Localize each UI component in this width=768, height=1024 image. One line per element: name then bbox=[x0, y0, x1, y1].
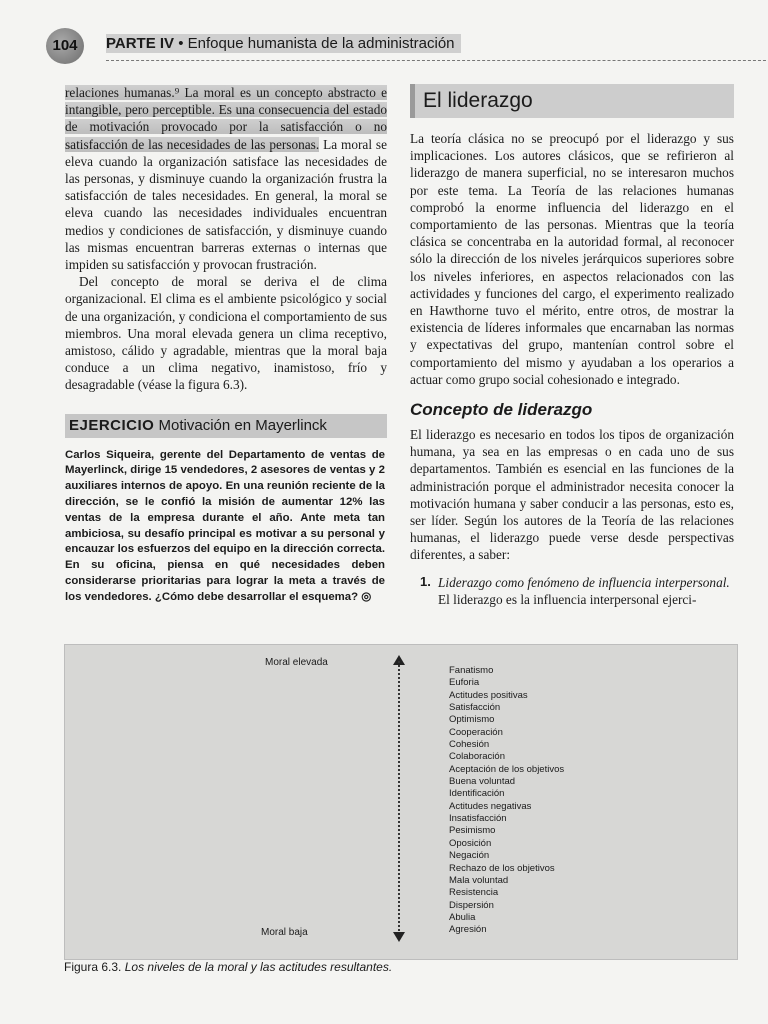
attitude-item: Euforia bbox=[449, 677, 480, 689]
page-header bbox=[46, 28, 736, 68]
exercise-header bbox=[65, 414, 387, 438]
attitude-item: Cohesión bbox=[449, 739, 490, 751]
left-paragraph-1-rest: La moral se eleva cuando la organización satisface las necesidades de las personas, y disminuye cuando la organización frustra la satisfacción de tales necesidades. En general, la moral se eleva cuando las necesidades individuales encuentran medios y condiciones de satisfacción, y disminuye cuando las mismas encuentran barreras externas o internas que impiden su satisfacción y provocan frustración. bbox=[65, 136, 387, 273]
subheading: Concepto de liderazgo bbox=[410, 400, 593, 420]
header-rule bbox=[106, 60, 768, 61]
label-low-morale: Moral baja bbox=[261, 927, 308, 938]
attitude-item: Negación bbox=[449, 850, 490, 862]
exercise-body: Carlos Siqueira, gerente del Departamento de ventas de Mayerlinck, dirige 15 vendedores, 2 asesores de ventas y 2 auxiliares internos de apoyo. En una reunión reciente de la dirección, se le confió la misión de aumentar 12% las ventas de la empresa durante el año. Ante meta tan ambiciosa, su desafío principal es motivar a su personal y encauzar los esfuerzos del equipo en la dirección correcta. En su oficina, piensa en qué necesidades deben considerarse prioritarias para lograr la meta a través de los vendedores. ¿Cómo debe desarrollar el esquema? ◎ bbox=[65, 448, 385, 603]
list-item-title: Liderazgo como fenómeno de influencia interpersonal. bbox=[438, 574, 730, 590]
attitude-item: Rechazo de los objetivos bbox=[449, 862, 555, 874]
label-high-morale: Moral elevada bbox=[265, 657, 328, 668]
section-title: El liderazgo bbox=[410, 84, 734, 118]
attitude-item: Mala voluntad bbox=[449, 874, 509, 886]
morale-axis bbox=[398, 661, 400, 939]
attitude-item: Buena voluntad bbox=[449, 776, 516, 788]
exercise-tag: EJERCICIO bbox=[69, 416, 155, 434]
right-column bbox=[410, 84, 734, 608]
list-item bbox=[410, 574, 734, 608]
left-paragraph-1 bbox=[65, 84, 387, 273]
attitude-item: Satisfacción bbox=[449, 702, 501, 714]
attitude-item: Cooperación bbox=[449, 726, 503, 738]
part-separator: • bbox=[174, 35, 188, 52]
attitude-item: Identificación bbox=[449, 788, 505, 800]
caption-label: Figura 6.3. bbox=[64, 960, 122, 974]
highlighted-text: relaciones humanas.⁹ La moral es un concepto abstracto e intangible, pero perceptible. Es una consecuencia del estado de motivación provocado por la satisfacción o no satisfacción de las necesidades de las personas. bbox=[65, 85, 387, 152]
left-column bbox=[65, 84, 387, 606]
exercise-title: Motivación en Mayerlinck bbox=[158, 416, 327, 434]
right-paragraph-2: El liderazgo es necesario en todos los tipos de organización humana, ya sea en las empresas o en cada uno de sus departamentos. También es esencial en las funciones de la administración porque el administrador necesita conocer la motivación humana y saber conducir a las personas, esto es, ser líder. Según los autores de la Teoría de las relaciones humanas, el liderazgo puede verse desde perspectivas diferentes, a saber: bbox=[410, 427, 734, 563]
list-item-number: 1. bbox=[420, 573, 431, 589]
attitude-item: Actitudes positivas bbox=[449, 689, 528, 701]
attitude-item: Resistencia bbox=[449, 887, 499, 899]
left-paragraph-2: Del concepto de moral se deriva el de clima organizacional. El clima es el ambiente psicológico y social de una organización, y condiciona el comportamiento de sus miembros. Una moral elevada genera un clima receptivo, amistoso, cálido y agradable, mientras que la moral baja conduce a un clima negativo, inamistoso, frío y desagradable (véase la figura 6.3). bbox=[65, 274, 387, 393]
attitude-item: Actitudes negativas bbox=[449, 800, 532, 812]
attitudes-list bbox=[449, 665, 564, 937]
arrow-down-icon bbox=[393, 932, 405, 942]
attitude-item: Oposición bbox=[449, 837, 492, 849]
attitude-item: Abulia bbox=[449, 911, 476, 923]
attitude-item: Fanatismo bbox=[449, 665, 494, 676]
attitude-item: Aceptación de los objetivos bbox=[449, 763, 565, 775]
page-number: 104 bbox=[46, 28, 84, 64]
attitude-item: Pesimismo bbox=[449, 825, 496, 837]
attitude-item: Insatisfacción bbox=[449, 813, 507, 825]
attitude-item: Agresión bbox=[449, 924, 487, 936]
running-head bbox=[106, 34, 461, 53]
part-label: PARTE IV bbox=[106, 35, 175, 52]
attitude-item: Colaboración bbox=[449, 751, 505, 763]
attitude-item: Optimismo bbox=[449, 714, 495, 726]
attitude-item: Dispersión bbox=[449, 899, 494, 911]
caption-text: Los niveles de la moral y las actitudes resultantes. bbox=[124, 960, 393, 974]
right-paragraph-1: La teoría clásica no se preocupó por el liderazgo y sus implicaciones. Los autores clásicos, que se refirieron al liderazgo de manera superficial, no se interesaron muchos por este tema. La Teoría de las relaciones humanas comprobó la enorme influencia del liderazgo en el comportamiento de las personas. Mientras que la teoría clásica se concentraba en la autoridad formal, al reconocer sólo la dirección de los niveles jerárquicos superiores sobre los niveles inferiores, en aspectos relacionados con las actividades y funciones del cargo, el experimento realizado en Hawthorne tuvo el mérito, entre otros, de mostrar la existencia de líderes informales que encarnaban las normas y expectativas del grupo, mantenían control sobre el comportamiento del mismo y ayudaban a los operarios a actuar como grupo social cohesionado e integrado. bbox=[410, 131, 734, 387]
figure-caption bbox=[64, 960, 392, 974]
figure-morale-levels bbox=[64, 644, 738, 960]
list-item-text: El liderazgo es la influencia interpersonal ejerci- bbox=[438, 591, 697, 607]
part-title: Enfoque humanista de la administración bbox=[187, 35, 455, 52]
